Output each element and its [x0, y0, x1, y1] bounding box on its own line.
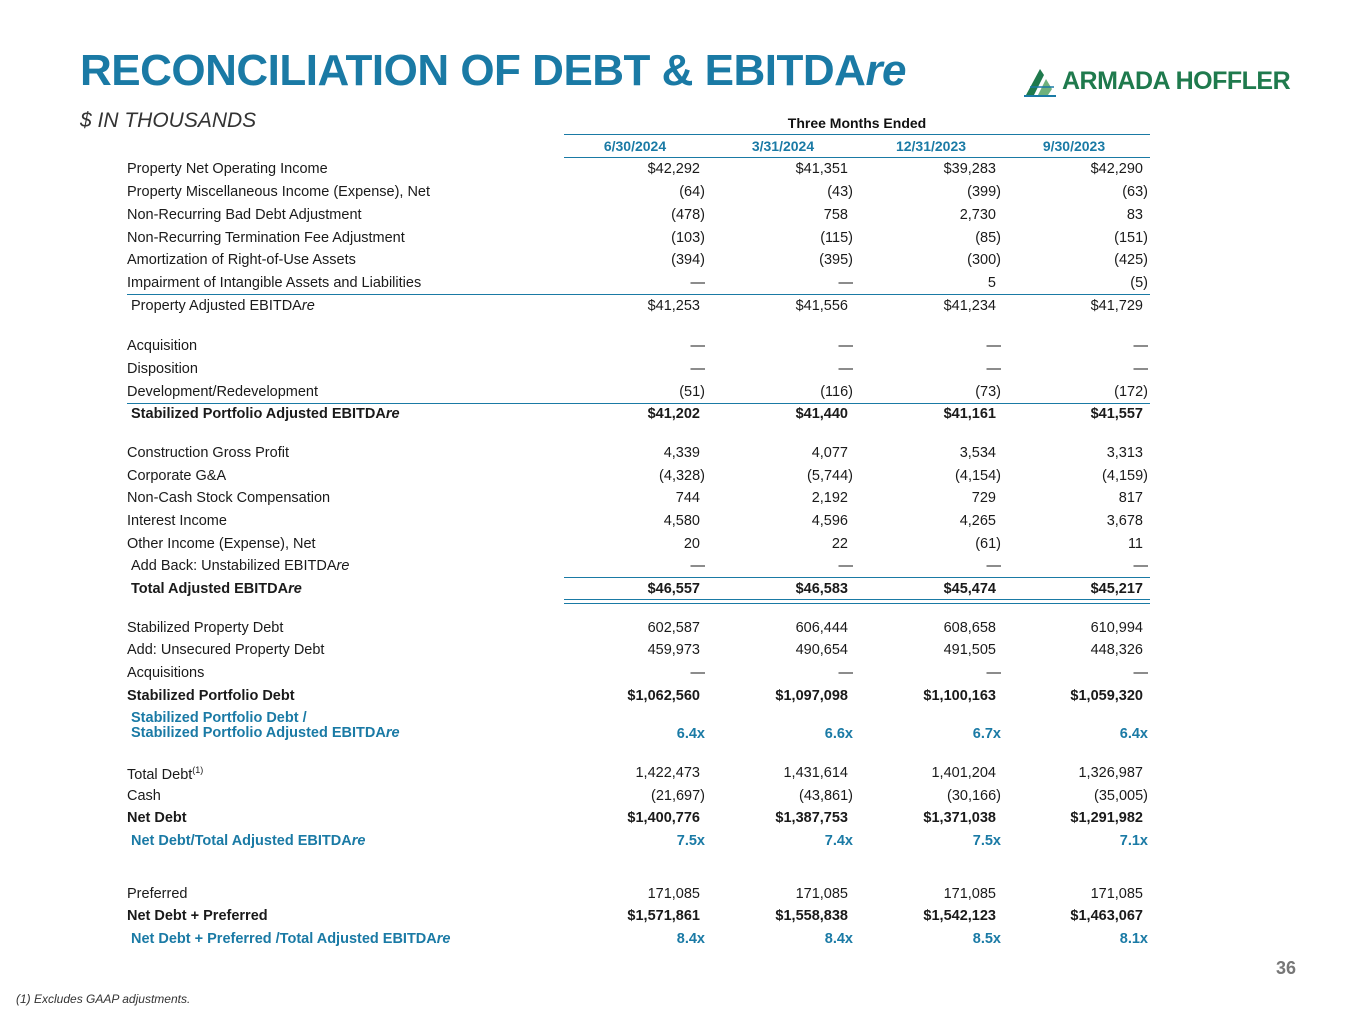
table-cell: (399) — [967, 184, 1001, 200]
table-cell: $1,291,982 — [1070, 810, 1143, 826]
table-row — [127, 908, 1150, 928]
table-row — [127, 688, 1150, 708]
table-cell: 1,326,987 — [1078, 765, 1143, 781]
table-cell: — — [838, 558, 853, 574]
table-cell: $41,556 — [795, 298, 848, 314]
table-cell: 2,730 — [959, 207, 996, 223]
table-cell: $41,234 — [943, 298, 996, 314]
table-cell: (172) — [1114, 384, 1148, 400]
row-label: Total Adjusted EBITDAre — [131, 581, 302, 597]
table-row — [127, 275, 1150, 295]
row-label: Property Adjusted EBITDAre — [131, 298, 315, 314]
table-cell: — — [1133, 665, 1148, 681]
row-label: Total Debt$^{(1)}$ — [127, 765, 204, 783]
table-cell: — — [690, 558, 705, 574]
table-row — [127, 788, 1150, 808]
table-cell: $45,217 — [1090, 581, 1143, 597]
table-cell: — — [986, 361, 1001, 377]
table-cell: $39,283 — [943, 161, 996, 177]
table-cell: 8.1x — [1119, 931, 1148, 947]
table-cell: 1,401,204 — [931, 765, 996, 781]
table-cell: 171,085 — [647, 886, 700, 902]
table-cell: 5 — [987, 275, 996, 291]
table-cell: — — [838, 338, 853, 354]
table-cell: 606,444 — [795, 620, 848, 636]
table-row — [127, 490, 1150, 510]
table-row — [127, 558, 1150, 578]
table-row — [127, 361, 1150, 381]
table-cell: $41,440 — [795, 406, 848, 422]
table-cell: 2,192 — [811, 490, 848, 506]
table-cell: $46,583 — [795, 581, 848, 597]
table-cell: $1,097,098 — [775, 688, 848, 704]
page-subtitle: $ IN THOUSANDS — [80, 109, 257, 132]
table-cell: 8.4x — [824, 931, 853, 947]
table-cell: (43,861) — [798, 788, 853, 804]
table-cell: 171,085 — [943, 886, 996, 902]
table-cell: (5) — [1130, 275, 1148, 291]
table-cell: 83 — [1126, 207, 1143, 223]
table-row — [127, 338, 1150, 358]
table-cell: 171,085 — [795, 886, 848, 902]
table-cell: 7.4x — [824, 833, 853, 849]
table-cell: 729 — [971, 490, 996, 506]
table-rule — [564, 599, 1150, 604]
period-header: Three Months Ended — [787, 115, 927, 131]
table-cell: — — [838, 275, 853, 291]
table-row — [127, 184, 1150, 204]
table-row — [127, 161, 1150, 181]
table-cell: — — [838, 361, 853, 377]
table-cell: (73) — [975, 384, 1001, 400]
row-label: Net Debt/Total Adjusted EBITDAre — [131, 833, 366, 849]
table-cell: $1,059,320 — [1070, 688, 1143, 704]
column-header: 9/30/2023 — [1042, 138, 1106, 154]
table-cell: (64) — [679, 184, 705, 200]
table-cell: (61) — [975, 536, 1001, 552]
table-row — [127, 536, 1150, 556]
table-row — [127, 886, 1150, 906]
table-cell: 459,973 — [647, 642, 700, 658]
table-cell: 22 — [831, 536, 848, 552]
table-cell: — — [1133, 558, 1148, 574]
table-row — [127, 665, 1150, 685]
table-cell: 744 — [675, 490, 700, 506]
table-cell: 6.7x — [972, 726, 1001, 742]
table-cell: $1,387,753 — [775, 810, 848, 826]
table-cell: (478) — [671, 207, 705, 223]
row-label: Cash — [127, 788, 161, 804]
row-label: Development/Redevelopment — [127, 384, 319, 400]
row-label: Other Income (Expense), Net — [127, 536, 316, 552]
table-cell: (35,005) — [1093, 788, 1148, 804]
row-label: Net Debt — [127, 810, 187, 826]
table-cell: $41,202 — [647, 406, 700, 422]
column-header: 6/30/2024 — [603, 138, 667, 154]
table-row — [127, 765, 1150, 785]
row-label: Add Back: Unstabilized EBITDAre — [131, 558, 350, 574]
table-cell: 7.5x — [676, 833, 705, 849]
table-row — [127, 468, 1150, 488]
table-cell: 602,587 — [647, 620, 700, 636]
row-label: Interest Income — [127, 513, 227, 529]
row-label: Stabilized Portfolio Adjusted EBITDAre — [131, 406, 400, 422]
table-cell: 4,596 — [811, 513, 848, 529]
table-cell: 4,265 — [959, 513, 996, 529]
table-cell: 7.1x — [1119, 833, 1148, 849]
table-cell: 171,085 — [1090, 886, 1143, 902]
table-cell: 3,313 — [1106, 445, 1143, 461]
table-cell: 817 — [1118, 490, 1143, 506]
table-rule — [127, 403, 1150, 404]
table-cell: $45,474 — [943, 581, 996, 597]
table-cell: $1,100,163 — [923, 688, 996, 704]
period-rule — [564, 134, 1150, 135]
table-cell: (395) — [819, 252, 853, 268]
column-header: 12/31/2023 — [895, 138, 967, 154]
row-label: Non-Recurring Bad Debt Adjustment — [127, 207, 362, 223]
table-cell: $42,290 — [1090, 161, 1143, 177]
table-cell: (85) — [975, 230, 1001, 246]
table-cell: $1,371,038 — [923, 810, 996, 826]
table-cell: $1,542,123 — [923, 908, 996, 924]
table-cell: (103) — [671, 230, 705, 246]
table-cell: — — [690, 275, 705, 291]
table-cell: — — [838, 665, 853, 681]
table-cell: 11 — [1127, 536, 1143, 552]
table-cell: — — [1133, 338, 1148, 354]
table-row — [127, 620, 1150, 640]
table-cell: $1,400,776 — [627, 810, 700, 826]
table-row — [127, 931, 1150, 951]
table-cell: $41,161 — [943, 406, 996, 422]
table-cell: 490,654 — [795, 642, 848, 658]
table-cell: 448,326 — [1090, 642, 1143, 658]
row-label: Disposition — [127, 361, 198, 377]
table-cell: — — [1133, 361, 1148, 377]
table-row — [127, 298, 1150, 318]
table-cell: (425) — [1114, 252, 1148, 268]
company-logo — [1024, 64, 1304, 98]
table-cell: 608,658 — [943, 620, 996, 636]
table-row — [127, 252, 1150, 272]
table-cell: (4,154) — [955, 468, 1001, 484]
table-cell: $41,729 — [1090, 298, 1143, 314]
row-label: Add: Unsecured Property Debt — [127, 642, 325, 658]
table-row — [127, 230, 1150, 250]
table-row — [127, 710, 1150, 742]
row-label: Property Miscellaneous Income (Expense), Net — [127, 184, 431, 200]
table-cell: — — [986, 665, 1001, 681]
table-row — [127, 642, 1150, 662]
table-cell: — — [690, 361, 705, 377]
row-label: Stabilized Portfolio Debt / Stabilized Portfolio Adjusted EBITDAre — [131, 710, 400, 741]
table-cell: 3,678 — [1106, 513, 1143, 529]
table-cell: (43) — [827, 184, 853, 200]
table-cell: (115) — [820, 230, 853, 246]
row-label: Preferred — [127, 886, 188, 902]
header-rule — [564, 157, 1150, 158]
column-header: 3/31/2024 — [751, 138, 815, 154]
table-cell: $41,253 — [647, 298, 700, 314]
table-cell: 491,505 — [943, 642, 996, 658]
table-cell: 3,534 — [959, 445, 996, 461]
row-label: Stabilized Property Debt — [127, 620, 284, 636]
row-label: Impairment of Intangible Assets and Liabilities — [127, 275, 422, 291]
row-label: Construction Gross Profit — [127, 445, 289, 461]
row-label: Amortization of Right-of-Use Assets — [127, 252, 356, 268]
row-label: Stabilized Portfolio Debt — [127, 688, 295, 704]
table-cell: 1,431,614 — [783, 765, 848, 781]
row-label: Acquisition — [127, 338, 198, 354]
table-row — [127, 833, 1150, 853]
table-cell: (21,697) — [650, 788, 705, 804]
row-label: Acquisitions — [127, 665, 205, 681]
table-rule — [564, 577, 1150, 578]
table-cell: — — [690, 665, 705, 681]
logo-text: ARMADA HOFFLER — [1062, 66, 1291, 95]
table-cell: $41,351 — [795, 161, 848, 177]
footnote: (1) Excludes GAAP adjustments. — [16, 992, 191, 1006]
row-label: Non-Recurring Termination Fee Adjustment — [127, 230, 405, 246]
table-cell: (151) — [1114, 230, 1148, 246]
row-label: Net Debt + Preferred — [127, 908, 268, 924]
table-row — [127, 810, 1150, 830]
table-row — [127, 445, 1150, 465]
armada-hoffler-logo-icon — [1024, 65, 1056, 97]
table-cell: (116) — [820, 384, 853, 400]
table-cell: 758 — [823, 207, 848, 223]
table-cell: 20 — [683, 536, 700, 552]
table-cell: 8.4x — [676, 931, 705, 947]
table-row — [127, 581, 1150, 601]
table-cell: $41,557 — [1090, 406, 1143, 422]
table-cell: 610,994 — [1090, 620, 1143, 636]
table-cell: (51) — [679, 384, 705, 400]
table-cell: (4,328) — [659, 468, 705, 484]
table-row — [127, 384, 1150, 404]
table-cell: 8.5x — [972, 931, 1001, 947]
table-row — [127, 406, 1150, 426]
row-label: Corporate G&A — [127, 468, 227, 484]
table-cell: — — [690, 338, 705, 354]
table-cell: (300) — [967, 252, 1001, 268]
table-cell: (4,159) — [1102, 468, 1148, 484]
table-cell: 6.6x — [824, 726, 853, 742]
table-cell: (63) — [1122, 184, 1148, 200]
page-number: 36 — [1275, 958, 1296, 978]
table-cell: (394) — [671, 252, 705, 268]
row-label: Net Debt + Preferred /Total Adjusted EBITDAre — [131, 931, 451, 947]
row-label: Non-Cash Stock Compensation — [127, 490, 331, 506]
table-cell: 4,077 — [811, 445, 848, 461]
table-rule — [127, 294, 1150, 295]
table-cell: 6.4x — [1119, 726, 1148, 742]
table-cell: $46,557 — [647, 581, 700, 597]
table-row — [127, 513, 1150, 533]
page-title: RECONCILIATION OF DEBT & EBITDAre — [80, 46, 907, 95]
table-cell: $1,571,861 — [627, 908, 700, 924]
table-cell: $1,062,560 — [627, 688, 700, 704]
table-cell: 7.5x — [972, 833, 1001, 849]
table-row — [127, 207, 1150, 227]
table-cell: $1,558,838 — [775, 908, 848, 924]
table-cell: 4,339 — [663, 445, 700, 461]
table-cell: (30,166) — [946, 788, 1001, 804]
table-cell: (5,744) — [807, 468, 853, 484]
table-cell: $1,463,067 — [1070, 908, 1143, 924]
table-cell: $42,292 — [647, 161, 700, 177]
table-cell: — — [986, 338, 1001, 354]
table-cell: 6.4x — [676, 726, 705, 742]
table-cell: 4,580 — [663, 513, 700, 529]
row-label: Property Net Operating Income — [127, 161, 328, 177]
table-cell: 1,422,473 — [635, 765, 700, 781]
table-cell: — — [986, 558, 1001, 574]
